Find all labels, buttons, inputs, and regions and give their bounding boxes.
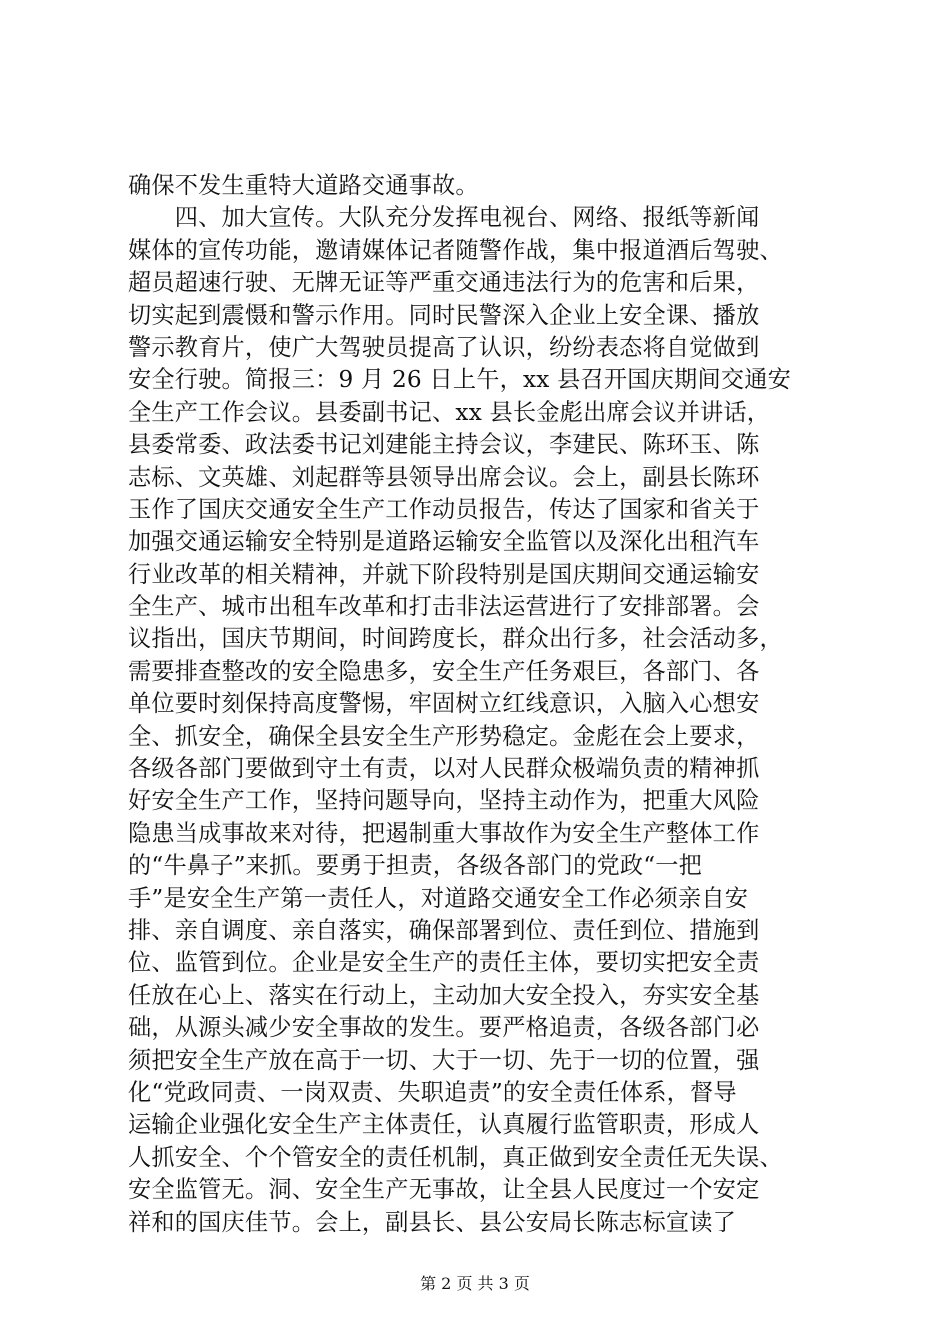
text-line: 单位要时刻保持高度警惕，牢固树立红线意识，入脑入心想安 xyxy=(128,690,760,718)
text-line: 人抓安全、个个管安全的责任机制，真正做到安全责任无失误、 xyxy=(128,1143,783,1171)
text-line: 手”是安全生产第一责任人，对道路交通安全工作必须亲自安 xyxy=(128,884,749,912)
text-line: 的“牛鼻子”来抓。要勇于担责，各级各部门的党政“一把 xyxy=(128,852,703,880)
text-line: 全生产、城市出租车改革和打击非法运营进行了安排部署。会 xyxy=(128,593,760,621)
text-line: 位、监管到位。企业是安全生产的责任主体，要切实把安全责 xyxy=(128,949,760,977)
text-line: 好安全生产工作，坚持问题导向，坚持主动作为，把重大风险 xyxy=(128,787,760,815)
text-line: 警示教育片，使广大驾驶员提高了认识，纷纷表态将自觉做到 xyxy=(128,333,760,361)
text-line: 安全监管无。洞、安全生产无事故，让全县人民度过一个安定 xyxy=(128,1176,760,1204)
text-line: 志标、文英雄、刘起群等县领导出席会议。会上，副县长陈环 xyxy=(128,463,760,491)
text-line: 排、亲自调度、亲自落实，确保部署到位、责任到位、措施到 xyxy=(128,916,760,944)
page-number-footer: 第 2 页 共 3 页 xyxy=(420,1274,530,1293)
text-line: 确保不发生重特大道路交通事故。 xyxy=(128,172,479,199)
text-line: 运输企业强化安全生产主体责任，认真履行监管职责，形成人 xyxy=(128,1111,760,1139)
body-text xyxy=(128,170,848,1239)
text-line: 议指出，国庆节期间，时间跨度长，群众出行多，社会活动多， xyxy=(128,625,783,653)
text-line: 安全行驶。简报三：9 月 26 日上午，xx 县召开国庆期间交通安 xyxy=(128,366,791,394)
text-line: 隐患当成事故来对待，把遏制重大事故作为安全生产整体工作 xyxy=(128,819,760,847)
text-line: 媒体的宣传功能，邀请媒体记者随警作战，集中报道酒后驾驶、 xyxy=(128,236,783,264)
text-line: 行业改革的相关精神，并就下阶段特别是国庆期间交通运输安 xyxy=(128,560,760,588)
text-line: 玉作了国庆交通安全生产工作动员报告，传达了国家和省关于 xyxy=(128,495,760,523)
text-line: 需要排查整改的安全隐患多，安全生产任务艰巨，各部门、各 xyxy=(128,657,760,685)
text-line: 超员超速行驶、无牌无证等严重交通违法行为的危害和后果， xyxy=(128,269,760,297)
text-line: 祥和的国庆佳节。会上，副县长、县公安局长陈志标宣读了 xyxy=(128,1208,737,1236)
text-line: 须把安全生产放在高于一切、大于一切、先于一切的位置，强 xyxy=(128,1046,760,1074)
text-line: 础，从源头减少安全事故的发生。要严格追责，各级各部门必 xyxy=(128,1014,760,1042)
text-line: 切实起到震慑和警示作用。同时民警深入企业上安全课、播放 xyxy=(128,301,760,329)
text-line: 全生产工作会议。县委副书记、xx 县长金彪出席会议并讲话， xyxy=(128,398,771,426)
text-line: 任放在心上、落实在行动上，主动加大安全投入，夯实安全基 xyxy=(128,981,760,1009)
text-line: 全、抓安全，确保全县安全生产形势稳定。金彪在会上要求， xyxy=(128,722,760,750)
text-line: 加强交通运输安全特别是道路运输安全监管以及深化出租汽车 xyxy=(128,528,760,556)
text-line: 化“党政同责、一岗双责、失职追责”的安全责任体系，督导 xyxy=(128,1078,737,1106)
text-line: 县委常委、政法委书记刘建能主持会议，李建民、陈环玉、陈 xyxy=(128,431,760,459)
text-line: 各级各部门要做到守土有责，以对人民群众极端负责的精神抓 xyxy=(128,755,760,783)
text-line: 四、加大宣传。大队充分发挥电视台、网络、报纸等新闻 xyxy=(128,204,760,232)
